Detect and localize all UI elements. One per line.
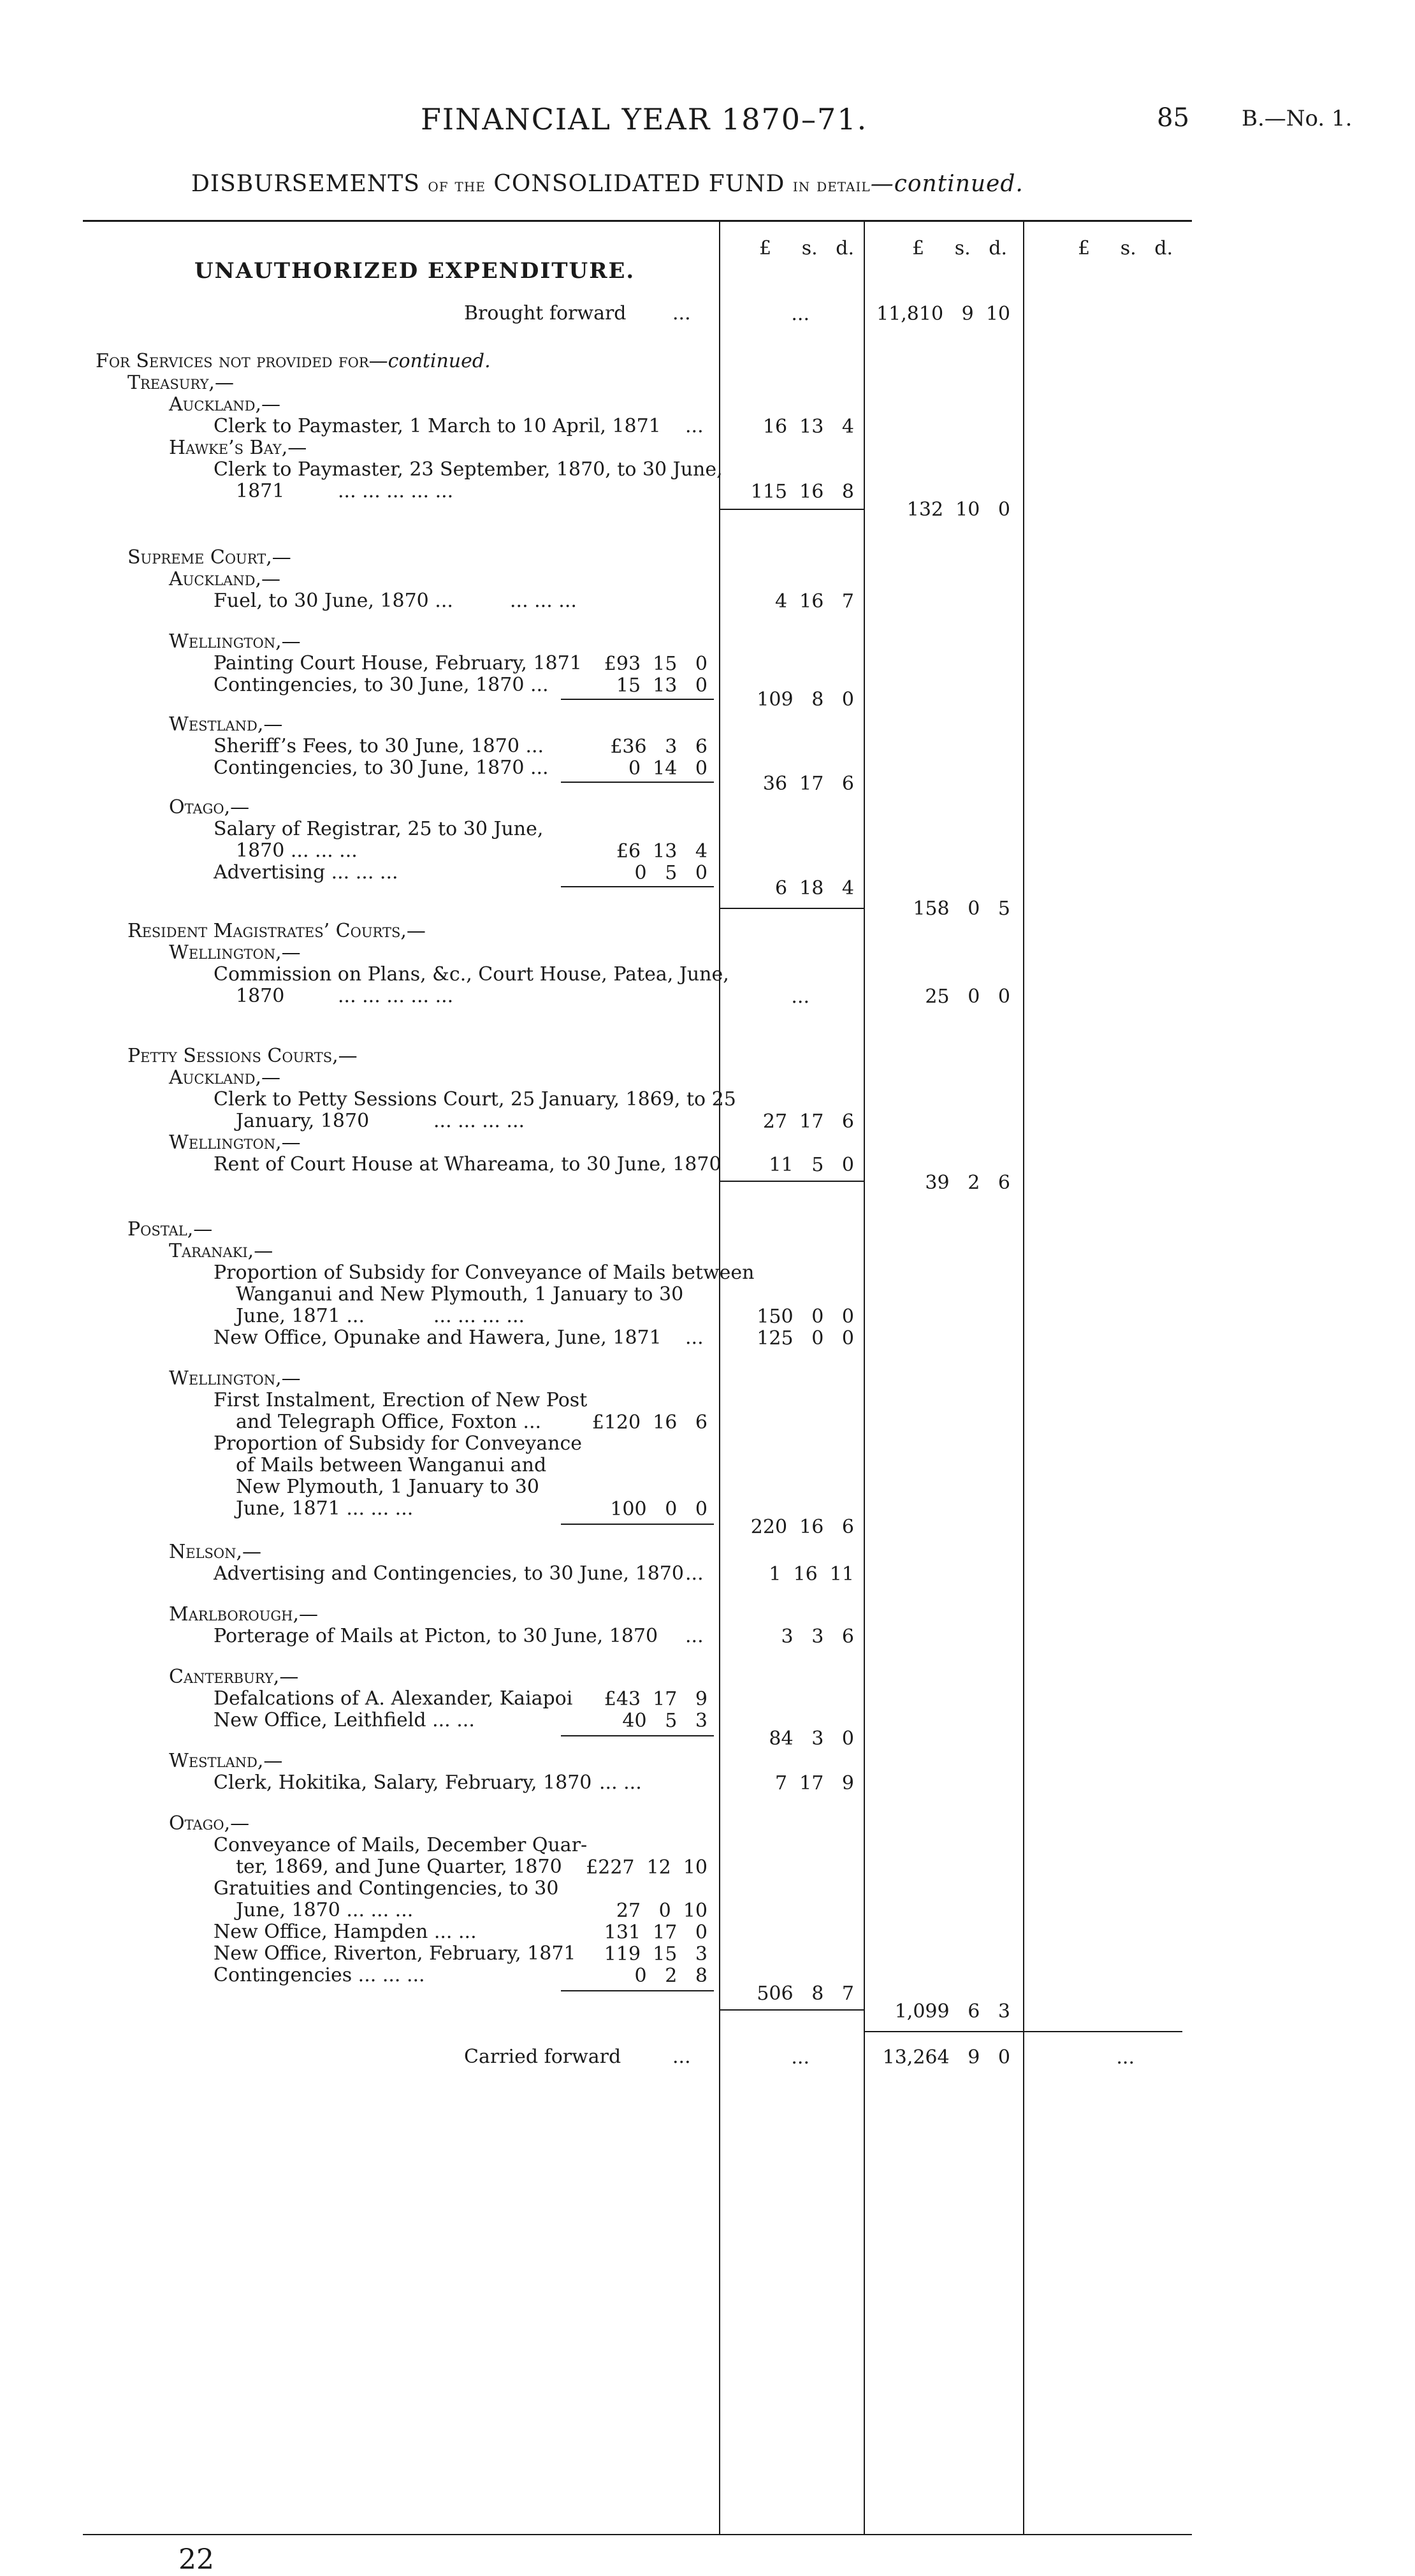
dots: ... ... ... [510,590,577,612]
dots: ... ... ... ... [433,1110,525,1132]
subtotal-rule [719,1181,864,1182]
subtitle [191,171,1024,197]
supreme-court-o-item2: Advertising ... ... ... [214,861,398,884]
postal-t-item1-line1: Proportion of Subsidy for Conveyance of Mails between [214,1262,755,1284]
treasury-auckland-item: Clerk to Paymaster, 1 March to 10 April, 1871 [214,415,661,437]
dots: ... ... ... ... [433,1305,525,1327]
supreme-court-auckland-amount: 4 16 7 [774,590,854,613]
services-heading-text: For Services not provided for [96,350,369,372]
postal-o-item1-line2: ter, 1869, and June Quarter, 1870 [236,1856,562,1878]
page-title: FINANCIAL YEAR 1870–71. [421,102,868,136]
postal-o-item5-amount: 0 2 8 [634,1965,708,1987]
postal-w-item1-line1: First Instalment, Erection of New Post [214,1389,588,1411]
postal-w-item2-line2: of Mails between Wanganui and [236,1454,547,1476]
supreme-court-wl-total: 36 17 6 [762,773,854,795]
carried-forward-col2: 13,264 9 0 [882,2046,1010,2069]
postal-m-item: Porterage of Mails at Picton, to 30 June, 1870 [214,1625,658,1647]
postal-canterbury: Canterbury,— [169,1666,299,1688]
postal-wl-item: Clerk, Hokitika, Salary, February, 1870 [214,1772,592,1794]
column-rule-3 [1023,220,1024,2534]
subtitle-fund: CONSOLIDATED FUND [493,171,785,197]
carried-forward-col1: ... [791,2046,809,2069]
resident-magistrates-item-line2: 1870 [236,985,285,1007]
treasury-auckland-amount: 16 13 4 [762,416,854,438]
postal-c-total: 84 3 0 [769,1728,854,1750]
postal-t-item1-line2: Wanganui and New Plymouth, 1 January to 30 [236,1283,684,1306]
total-rule [864,2031,1182,2032]
postal-c-item2: New Office, Leithfield ... ... [214,1709,475,1731]
column-rule-2 [864,220,865,2534]
supreme-court-o-item1-amount: £6 13 4 [616,840,708,862]
postal-t-item2-amount: 125 0 0 [757,1327,854,1350]
document-reference: B.—No. 1. [1242,106,1353,131]
postal-c-item1-amount: £43 17 9 [604,1688,708,1710]
postal-c-item2-amount: 40 5 3 [622,1710,708,1732]
postal-nelson: Nelson,— [169,1541,262,1563]
supreme-court-o-total: 6 18 4 [774,877,854,899]
services-continued: —continued. [368,350,491,372]
supreme-court-wl-item2-amount: 0 14 0 [628,757,708,780]
postal-total: 1,099 6 3 [894,2000,1010,2023]
postal-c-item1: Defalcations of A. Alexander, Kaiapoi [214,1687,573,1710]
petty-sessions-w-amount: 11 5 0 [769,1154,854,1176]
petty-sessions-a-amount: 27 17 6 [762,1110,854,1133]
treasury-total: 132 10 0 [906,498,1010,521]
postal-o-item2-line1: Gratuities and Contingencies, to 30 [214,1877,559,1900]
dots: ... [685,1327,704,1349]
supreme-court-w-item2: Contingencies, to 30 June, 1870 ... [214,674,549,696]
supreme-court-w-item2-amount: 15 13 0 [616,674,708,697]
dots: ... [685,415,704,437]
supreme-court-wl-item1: Sheriff’s Fees, to 30 June, 1870 ... [214,735,544,757]
supreme-court-o-item1-line2: 1870 ... ... ... [236,840,358,862]
resident-magistrates-wellington: Wellington,— [169,942,301,964]
petty-sessions-wellington: Wellington,— [169,1132,301,1154]
postal-o-item1-line1: Conveyance of Mails, December Quar- [214,1834,588,1856]
postal-w-item2-amount: 100 0 0 [610,1498,708,1520]
supreme-court-heading: Supreme Court,— [127,546,291,569]
column-header-3: £ s. d. [1077,237,1173,259]
petty-sessions-a-item-line2: January, 1870 [236,1110,370,1132]
postal-o-item1-amount: £227 12 10 [586,1856,708,1879]
postal-t-item2: New Office, Opunake and Hawera, June, 1871 [214,1327,662,1349]
postal-t-item1-line3: June, 1871 ... [236,1305,365,1327]
postal-o-item4-amount: 119 15 3 [604,1943,708,1965]
footer-page-mark: 22 [178,2543,214,2576]
carried-forward-col3: ... [1116,2046,1135,2069]
treasury-hb-item-line1: Clerk to Paymaster, 23 September, 1870, to 30 June, [214,458,723,481]
subtotal-rule [561,1735,714,1736]
postal-marlborough: Marlborough,— [169,1603,319,1626]
postal-wl-amount: 7 17 9 [774,1772,854,1794]
postal-w-item2-line4: June, 1871 ... ... ... [236,1497,414,1520]
dots: ... [685,1625,704,1647]
postal-w-item2-line3: New Plymouth, 1 January to 30 [236,1476,539,1498]
column-header-1: £ s. d. [758,237,854,259]
postal-taranaki: Taranaki,— [169,1240,273,1262]
supreme-court-wl-item1-amount: £36 3 6 [610,736,708,758]
dots: ... ... ... ... ... [338,985,454,1007]
page-number: 85 [1157,103,1189,133]
subtotal-rule [561,886,714,887]
section-title: UNAUTHORIZED EXPENDITURE. [194,258,635,284]
supreme-court-auckland: Auckland,— [169,568,280,590]
supreme-court-wellington: Wellington,— [169,630,301,653]
petty-sessions-total: 39 2 6 [925,1172,1010,1194]
subtitle-continued: —continued. [870,171,1024,197]
subtotal-rule [561,782,714,783]
dots: ... ... [599,1772,642,1794]
treasury-hawkes-bay: Hawke’s Bay,— [169,437,307,459]
dots: ... ... ... ... ... [338,480,454,502]
supreme-court-o-item1-line1: Salary of Registrar, 25 to 30 June, [214,818,544,840]
subtitle-in-detail: in detail [792,175,871,196]
subtotal-rule [561,1990,714,1991]
resident-magistrates-total: 25 0 0 [925,986,1010,1008]
dots: ... [685,1562,704,1585]
supreme-court-westland: Westland,— [169,713,283,736]
table-top-rule [83,220,1192,222]
brought-forward-label: Brought forward [464,302,627,324]
treasury-auckland: Auckland,— [169,393,280,416]
treasury-hb-item-line2: 1871 [236,480,285,502]
subtitle-of-the: of the [428,175,486,196]
resident-magistrates-col1: ... [791,986,809,1008]
postal-m-amount: 3 3 6 [781,1626,854,1648]
table-bottom-rule [83,2534,1192,2535]
postal-o-item2-amount: 27 0 10 [616,1900,708,1922]
petty-sessions-heading: Petty Sessions Courts,— [127,1045,358,1067]
column-rule-1 [719,220,720,2534]
postal-westland: Westland,— [169,1750,283,1772]
resident-magistrates-item-line1: Commission on Plans, &c., Court House, Patea, June, [214,963,729,986]
postal-t-item1-amount: 150 0 0 [757,1306,854,1328]
subtotal-rule [719,2009,864,2011]
postal-n-item: Advertising and Contingencies, to 30 June, 1870 [214,1562,684,1585]
subtotal-rule [719,509,864,510]
postal-otago: Otago,— [169,1812,250,1835]
supreme-court-otago: Otago,— [169,796,250,819]
postal-o-item3: New Office, Hampden ... ... [214,1921,477,1943]
brought-forward-col1: ... [791,303,809,325]
brought-forward-col2: 11,810 9 10 [876,303,1010,325]
services-heading [96,351,491,372]
postal-w-total: 220 16 6 [750,1516,854,1538]
postal-w-item1-amount: £120 16 6 [591,1411,708,1434]
subtotal-rule [561,1524,714,1525]
supreme-court-w-item1-amount: £93 15 0 [604,653,708,675]
petty-sessions-w-item: Rent of Court House at Whareama, to 30 June, 1870 [214,1153,722,1175]
supreme-court-wl-item2: Contingencies, to 30 June, 1870 ... [214,757,549,779]
supreme-court-o-item2-amount: 0 5 0 [634,862,708,884]
supreme-court-w-item1: Painting Court House, February, 1871 [214,652,582,674]
supreme-court-total: 158 0 5 [913,898,1010,920]
postal-heading: Postal,— [127,1218,213,1241]
subtitle-main: DISBURSEMENTS [191,171,420,197]
postal-o-item3-amount: 131 17 0 [604,1921,708,1944]
supreme-court-w-total: 109 8 0 [757,688,854,711]
postal-w-item1-line2: and Telegraph Office, Foxton ... [236,1411,542,1433]
carried-forward-label: Carried forward [464,2046,621,2068]
postal-n-amount: 1 16 11 [769,1563,854,1585]
postal-w-item2-line1: Proportion of Subsidy for Conveyance [214,1432,583,1455]
petty-sessions-auckland: Auckland,— [169,1066,280,1089]
postal-wellington: Wellington,— [169,1367,301,1390]
postal-o-item5: Contingencies ... ... ... [214,1964,425,1986]
postal-o-item2-line2: June, 1870 ... ... ... [236,1899,414,1921]
postal-o-item4: New Office, Riverton, February, 1871 [214,1942,576,1965]
subtotal-rule [719,908,864,909]
resident-magistrates-heading: Resident Magistrates’ Courts,— [127,920,426,942]
subtotal-rule [561,699,714,700]
treasury-hb-amount: 115 16 8 [750,481,854,503]
dots: ... [672,2046,691,2068]
brought-forward-dots: ... [672,302,691,324]
petty-sessions-a-item-line1: Clerk to Petty Sessions Court, 25 January, 1869, to 25 [214,1088,736,1110]
column-header-2: £ s. d. [911,237,1007,259]
postal-o-total: 506 8 7 [757,1983,854,2005]
supreme-court-auckland-item: Fuel, to 30 June, 1870 ... [214,590,453,612]
treasury-heading: Treasury,— [127,372,234,394]
